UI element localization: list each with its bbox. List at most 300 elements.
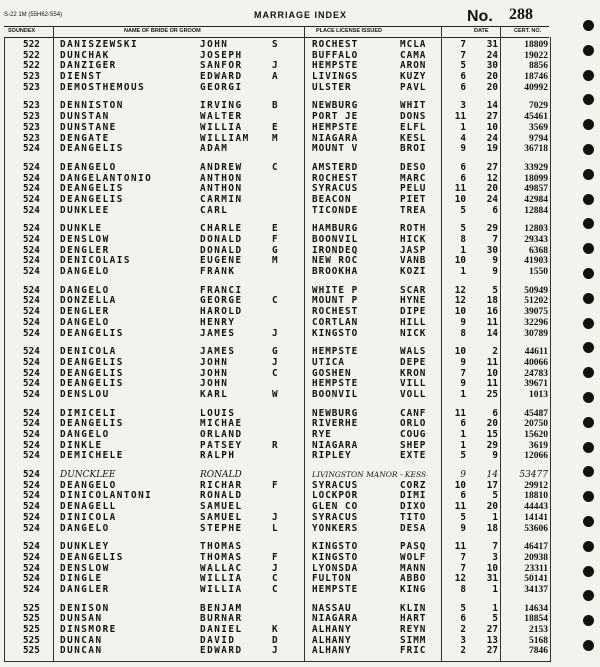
page-title: MARRIAGE INDEX — [254, 10, 348, 20]
soundex-cell: 522 — [23, 49, 40, 61]
place-cell: IRONDEQ — [312, 244, 359, 256]
officiant-code-cell: FRIC — [400, 645, 427, 657]
place-cell: ULSTER — [312, 81, 352, 93]
day-cell: 11 — [486, 378, 498, 390]
surname-cell: DENNISTON — [60, 100, 124, 112]
month-cell: 9 — [460, 356, 466, 368]
punch-hole — [583, 417, 594, 428]
place-cell: GOSHEN — [312, 367, 352, 379]
punch-hole — [583, 566, 594, 577]
certificate-number-cell: 1013 — [529, 389, 548, 400]
month-cell: 2 — [460, 624, 466, 635]
soundex-cell: 524 — [23, 562, 40, 574]
middle-initial-cell: C — [272, 583, 278, 595]
place-cell: ROCHEST — [312, 306, 359, 318]
certificate-number-cell: 15620 — [524, 430, 548, 440]
surname-cell: DUNKLEE — [60, 204, 110, 216]
punch-hole — [583, 442, 594, 453]
soundex-cell: 524 — [23, 244, 40, 256]
surname-cell: DONZELLA — [60, 295, 117, 307]
month-cell: 5 — [460, 602, 466, 614]
month-cell: 11 — [454, 501, 466, 513]
officiant-code-cell: DESA — [400, 522, 427, 534]
punch-hole — [583, 392, 594, 403]
day-cell: 20 — [486, 81, 498, 93]
day-cell: 5 — [492, 490, 498, 502]
certificate-number-cell: 41903 — [524, 256, 548, 267]
month-cell: 4 — [460, 132, 466, 144]
day-cell: 31 — [486, 573, 498, 585]
day-cell: 20 — [486, 418, 498, 430]
surname-cell: DEANGELIS — [60, 378, 124, 390]
day-cell: 20 — [486, 501, 498, 513]
surname-cell: DUNKLEY — [60, 541, 110, 553]
surname-cell: DUNCHAK — [60, 49, 110, 61]
day-cell: 11 — [486, 356, 498, 368]
surname-cell: DINICOLA — [60, 511, 117, 523]
given-name-cell: WILLIA — [200, 121, 243, 133]
given-name-cell: CARL — [200, 204, 229, 216]
surname-cell: DUNKLE — [60, 223, 103, 235]
middle-initial-cell: M — [272, 255, 278, 267]
officiant-code-cell: MARC — [400, 172, 427, 184]
place-cell: BROOKHA — [312, 266, 359, 278]
officiant-code-cell: HILL — [400, 316, 427, 328]
card-top — [4, 4, 596, 26]
soundex-cell: 524 — [23, 407, 40, 419]
table-row — [4, 144, 549, 155]
given-name-cell: THOMAS — [200, 551, 243, 563]
day-cell: 6 — [492, 204, 498, 216]
month-cell: 1 — [460, 121, 466, 133]
officiant-code-cell: PASQ — [400, 541, 427, 553]
surname-cell: DEANGELIS — [60, 367, 124, 379]
punch-hole — [583, 268, 594, 279]
given-name-cell: WALLAC — [200, 562, 243, 574]
tractor-feed-strip — [581, 0, 599, 667]
place-cell: PORT JE — [312, 111, 359, 123]
soundex-cell: 524 — [23, 143, 40, 155]
soundex-cell: 524 — [23, 490, 40, 502]
certificate-number-cell: 29343 — [524, 235, 548, 245]
day-cell: 1 — [492, 583, 498, 595]
soundex-cell: 523 — [23, 81, 40, 93]
place-cell: LIVINGSTON MANOR - KESS — [312, 470, 427, 480]
day-cell: 27 — [486, 111, 498, 123]
header-cert: CERT. NO. — [514, 28, 542, 34]
soundex-cell: 524 — [23, 316, 40, 328]
surname-cell: DUNSTAN — [60, 111, 110, 123]
certificate-number-cell: 39075 — [524, 307, 548, 318]
day-cell: 9 — [492, 266, 498, 278]
certificate-number-cell: 53606 — [524, 523, 548, 534]
certificate-number-cell: 18810 — [524, 491, 548, 502]
day-cell: 7 — [492, 541, 498, 553]
soundex-cell: 524 — [23, 522, 40, 534]
certificate-number-cell: 39671 — [524, 379, 548, 390]
place-cell: KINGSTO — [312, 327, 359, 339]
month-cell: 6 — [460, 172, 466, 184]
soundex-cell: 522 — [23, 39, 40, 50]
month-cell: 10 — [454, 479, 466, 491]
table-row — [4, 206, 549, 217]
given-name-cell: IRVING — [200, 100, 243, 112]
soundex-cell: 522 — [23, 60, 40, 72]
table-row — [4, 451, 549, 462]
day-cell: 12 — [486, 172, 498, 184]
given-name-cell: WILLIA — [200, 583, 243, 595]
certificate-number-cell: 23311 — [524, 563, 548, 574]
given-name-cell: ADAM — [200, 143, 229, 155]
given-name-cell: CHARLE — [200, 223, 243, 235]
officiant-code-cell: PELU — [400, 183, 427, 195]
soundex-cell: 524 — [23, 306, 40, 318]
place-cell: HEMPSTE — [312, 378, 359, 390]
day-cell: 3 — [492, 551, 498, 563]
month-cell: 6 — [460, 613, 466, 625]
punch-hole — [583, 45, 594, 56]
soundex-cell: 523 — [23, 100, 40, 112]
place-cell: CORTLAN — [312, 316, 359, 328]
soundex-cell: 524 — [23, 234, 40, 245]
officiant-code-cell: SHEP — [400, 439, 427, 451]
month-cell: 10 — [454, 193, 466, 205]
officiant-code-cell: PAVL — [400, 81, 427, 93]
certificate-number-cell: 3619 — [529, 440, 548, 451]
place-cell: AMSTERD — [312, 161, 359, 173]
day-cell: 27 — [486, 624, 498, 635]
month-cell: 12 — [454, 284, 466, 296]
certificate-number-cell: 2153 — [529, 625, 548, 635]
certificate-number-cell: 44611 — [524, 347, 548, 358]
table-row — [4, 390, 549, 401]
officiant-code-cell: SCAR — [400, 284, 427, 296]
officiant-code-cell: ROTH — [400, 223, 427, 235]
given-name-cell: JOSEPH — [200, 49, 243, 61]
certificate-number-cell: 32296 — [524, 317, 548, 328]
punch-hole — [583, 169, 594, 180]
given-name-cell: BURNAR — [200, 613, 243, 625]
certificate-number-cell: 40066 — [524, 357, 548, 368]
place-cell: NIAGARA — [312, 613, 359, 625]
soundex-cell: 524 — [23, 573, 40, 585]
place-cell: BOONVIL — [312, 388, 359, 400]
month-cell: 7 — [460, 562, 466, 574]
soundex-cell: 524 — [23, 327, 40, 339]
month-cell: 3 — [460, 100, 466, 112]
surname-cell: DIMICELI — [60, 407, 117, 419]
given-name-cell: HAROLD — [200, 306, 243, 318]
day-cell: 18 — [486, 522, 498, 534]
place-cell: BUFFALO — [312, 49, 359, 61]
day-cell: 14 — [486, 327, 498, 339]
place-cell: ALHANY — [312, 645, 352, 657]
place-cell: NIAGARA — [312, 439, 359, 451]
certificate-number-cell: 20750 — [524, 419, 548, 430]
place-cell: YONKERS — [312, 522, 359, 534]
place-cell: LYONSDA — [312, 562, 359, 574]
officiant-code-cell: TREA — [400, 204, 427, 216]
given-name-cell: STEPHE — [200, 522, 243, 534]
place-cell: ALHANY — [312, 624, 352, 635]
day-cell: 7 — [492, 234, 498, 245]
month-cell: 6 — [460, 490, 466, 502]
certificate-number-cell: 45461 — [524, 112, 548, 123]
given-name-cell: CARMIN — [200, 193, 243, 205]
surname-cell: DEANGELIS — [60, 143, 124, 155]
day-cell: 17 — [486, 479, 498, 491]
middle-initial-cell: E — [272, 121, 278, 133]
officiant-code-cell: DIXO — [400, 501, 427, 513]
soundex-cell: 524 — [23, 172, 40, 184]
middle-initial-cell: G — [272, 346, 278, 358]
soundex-cell: 524 — [23, 367, 40, 379]
month-cell: 8 — [460, 327, 466, 339]
month-cell: 7 — [460, 551, 466, 563]
given-name-cell: MICHAE — [200, 418, 243, 430]
punch-hole — [583, 367, 594, 378]
table-row — [4, 553, 549, 564]
surname-cell: DENICOLAIS — [60, 255, 131, 267]
day-cell: 30 — [486, 244, 498, 256]
certificate-number-cell: 18099 — [524, 173, 548, 184]
surname-cell: DENGATE — [60, 132, 110, 144]
officiant-code-cell: DIMI — [400, 490, 427, 502]
header-name: NAME OF BRIDE OR GROOM — [124, 28, 201, 34]
given-name-cell: WILLIAM — [200, 132, 250, 144]
surname-cell: DENGLER — [60, 244, 110, 256]
punch-hole — [583, 194, 594, 205]
officiant-code-cell: HICK — [400, 234, 427, 245]
table-row — [4, 267, 549, 278]
surname-cell: DENISON — [60, 602, 110, 614]
given-name-cell: WILLIA — [200, 573, 243, 585]
place-cell: RYE — [312, 429, 332, 440]
officiant-code-cell: CAMA — [400, 49, 427, 61]
officiant-code-cell: PIET — [400, 193, 427, 205]
month-cell: 1 — [460, 266, 466, 278]
month-cell: 1 — [460, 429, 466, 440]
month-cell: 7 — [460, 367, 466, 379]
certificate-number-cell: 40992 — [524, 82, 548, 93]
month-cell: 5 — [460, 450, 466, 462]
officiant-code-cell: VILL — [400, 378, 427, 390]
month-cell: 9 — [460, 470, 466, 481]
month-cell: 5 — [460, 511, 466, 523]
officiant-code-cell: WALS — [400, 346, 427, 358]
table-row — [4, 329, 549, 340]
place-cell: LIVINGS — [312, 71, 359, 83]
day-cell: 16 — [486, 306, 498, 318]
given-name-cell: EUGENE — [200, 255, 243, 267]
soundex-cell: 524 — [23, 418, 40, 430]
day-cell: 9 — [492, 255, 498, 267]
day-cell: 5 — [492, 284, 498, 296]
middle-initial-cell: J — [272, 356, 278, 368]
officiant-code-cell: KUZY — [400, 71, 427, 83]
place-cell: HAMBURG — [312, 223, 359, 235]
place-cell: WHITE P — [312, 284, 359, 296]
place-cell: NEWBURG — [312, 100, 359, 112]
certificate-number-cell: 50949 — [524, 285, 548, 296]
given-name-cell: EDWARD — [200, 645, 243, 657]
punch-hole — [583, 516, 594, 527]
given-name-cell: LOUIS — [200, 407, 236, 419]
officiant-code-cell: KESL — [400, 132, 427, 144]
soundex-cell: 523 — [23, 132, 40, 144]
number-label: No. — [467, 8, 493, 25]
surname-cell: DEANGELIS — [60, 551, 124, 563]
certificate-number-cell: 12884 — [524, 205, 548, 216]
surname-cell: DINKLE — [60, 439, 103, 451]
soundex-cell: 524 — [23, 450, 40, 462]
punch-hole — [583, 218, 594, 229]
soundex-cell: 524 — [23, 284, 40, 296]
surname-cell: DEANGELO — [60, 161, 117, 173]
officiant-code-cell: MANN — [400, 562, 427, 574]
place-cell: BOONVIL — [312, 234, 359, 245]
punch-hole — [583, 342, 594, 353]
soundex-cell: 524 — [23, 266, 40, 278]
surname-cell: DINICOLANTONI — [60, 490, 153, 502]
middle-initial-cell: J — [272, 562, 278, 574]
certificate-number-cell: 29912 — [524, 480, 548, 491]
certificate-number-cell: 7029 — [529, 101, 548, 112]
officiant-code-cell: DEPE — [400, 356, 427, 368]
officiant-code-cell: HART — [400, 613, 427, 625]
month-cell: 9 — [460, 522, 466, 534]
surname-cell: DUNSTANE — [60, 121, 117, 133]
place-cell: LOCKPOR — [312, 490, 359, 502]
place-cell: NEW ROC — [312, 255, 359, 267]
place-cell: UTICA — [312, 356, 345, 368]
middle-initial-cell: S — [272, 39, 278, 50]
day-cell: 10 — [486, 562, 498, 574]
soundex-cell: 524 — [23, 388, 40, 400]
certificate-number-cell: 18809 — [524, 40, 548, 50]
day-cell: 31 — [486, 39, 498, 50]
given-name-cell: THOMAS — [200, 541, 243, 553]
surname-cell: DANGELO — [60, 266, 110, 278]
day-cell: 29 — [486, 439, 498, 451]
surname-cell: DEANGELIS — [60, 183, 124, 195]
soundex-cell: 524 — [23, 469, 40, 481]
officiant-code-cell: KOZI — [400, 266, 427, 278]
middle-initial-cell: J — [272, 645, 278, 657]
month-cell: 5 — [460, 223, 466, 235]
soundex-cell: 524 — [23, 193, 40, 205]
index-table — [4, 40, 549, 657]
middle-initial-cell: K — [272, 624, 278, 635]
table-row — [4, 83, 549, 94]
middle-initial-cell: C — [272, 161, 278, 173]
place-cell: SYRACUS — [312, 479, 359, 491]
month-cell: 8 — [460, 583, 466, 595]
officiant-code-cell: WHIT — [400, 100, 427, 112]
given-name-cell: DANIEL — [200, 624, 243, 635]
surname-cell: DANISZEWSKI — [60, 39, 139, 50]
month-cell: 6 — [460, 81, 466, 93]
surname-cell: DUNCAN — [60, 645, 103, 657]
given-name-cell: DONALD — [200, 234, 243, 245]
officiant-code-cell: KLIN — [400, 602, 427, 614]
day-cell: 11 — [486, 316, 498, 328]
surname-cell: DUNCKLEE — [60, 470, 116, 481]
middle-initial-cell: J — [272, 511, 278, 523]
day-cell: 20 — [486, 71, 498, 83]
middle-initial-cell: L — [272, 522, 278, 534]
soundex-cell: 524 — [23, 204, 40, 216]
given-name-cell: DAVID — [200, 634, 236, 646]
officiant-code-cell: COUG — [400, 429, 427, 440]
given-name-cell: RONALD — [200, 490, 243, 502]
given-name-cell: EDWARD — [200, 71, 243, 83]
place-cell: HEMPSTE — [312, 583, 359, 595]
soundex-cell: 524 — [23, 356, 40, 368]
day-cell: 30 — [486, 60, 498, 72]
punch-hole — [583, 20, 594, 31]
place-cell: BEACON — [312, 193, 352, 205]
middle-initial-cell: C — [272, 367, 278, 379]
punch-hole — [583, 119, 594, 130]
place-cell: GLEN CO — [312, 501, 359, 513]
certificate-number-cell: 36718 — [524, 144, 548, 155]
month-cell: 10 — [454, 255, 466, 267]
given-name-cell: SAMUEL — [200, 501, 243, 513]
punch-hole — [583, 466, 594, 477]
given-name-cell: JAMES — [200, 327, 236, 339]
place-cell: ALHANY — [312, 634, 352, 646]
day-cell: 2 — [492, 346, 498, 358]
day-cell: 6 — [492, 407, 498, 419]
surname-cell: DANGELO — [60, 429, 110, 440]
given-name-cell: FRANK — [200, 266, 236, 278]
soundex-cell: 524 — [23, 583, 40, 595]
day-cell: 1 — [492, 602, 498, 614]
table-row — [4, 358, 549, 369]
middle-initial-cell: M — [272, 132, 278, 144]
place-cell: HEMPSTE — [312, 121, 359, 133]
given-name-cell: ANTHON — [200, 172, 243, 184]
officiant-code-cell: MCLA — [400, 39, 427, 50]
surname-cell: DUNSAN — [60, 613, 103, 625]
given-name-cell: JOHN — [200, 356, 229, 368]
soundex-cell: 523 — [23, 111, 40, 123]
officiant-code-cell: DONS — [400, 111, 427, 123]
certificate-number-cell: 53477 — [519, 470, 548, 481]
given-name-cell: GEORGE — [200, 295, 243, 307]
month-cell: 2 — [460, 645, 466, 657]
soundex-cell: 525 — [23, 624, 40, 635]
certificate-number-cell: 42984 — [524, 194, 548, 205]
given-name-cell: RALPH — [200, 450, 236, 462]
given-name-cell: ANTHON — [200, 183, 243, 195]
surname-cell: DENSLOU — [60, 388, 110, 400]
surname-cell: DEANGELIS — [60, 418, 124, 430]
given-name-cell: RONALD — [200, 470, 242, 481]
given-name-cell: KARL — [200, 388, 229, 400]
certificate-number-cell: 24783 — [524, 368, 548, 379]
place-cell: HEMPSTE — [312, 346, 359, 358]
place-cell: KINGSTO — [312, 541, 359, 553]
day-cell: 19 — [486, 143, 498, 155]
officiant-code-cell: ARON — [400, 60, 427, 72]
soundex-cell: 525 — [23, 602, 40, 614]
month-cell: 3 — [460, 634, 466, 646]
surname-cell: DIENST — [60, 71, 103, 83]
soundex-cell: 524 — [23, 255, 40, 267]
given-name-cell: JOHN — [200, 378, 229, 390]
